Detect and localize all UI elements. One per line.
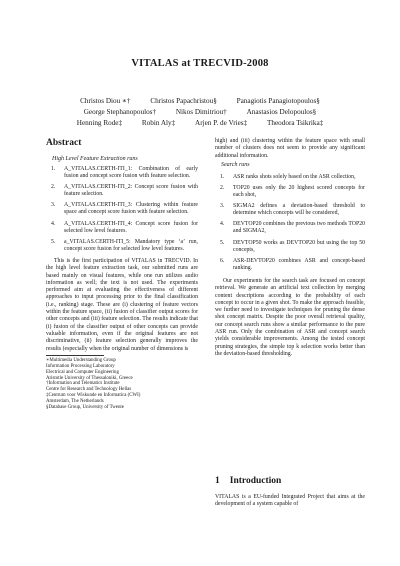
footnote-line: ‡Centrum voor Wiskunde en Informatica (CWI) — [46, 393, 141, 399]
list-number: 3. — [220, 203, 225, 210]
section-title: Introduction — [229, 476, 282, 486]
author-name: Panagiotis Panagiotopoulos§ — [236, 97, 320, 105]
footnote-rule — [46, 355, 104, 356]
author-name: Nikos Dimitriou† — [175, 108, 227, 116]
list-item — [46, 184, 198, 198]
list-text: ASR-DEVTOP20 combines ASR and concept-based ranking. — [233, 257, 365, 271]
list-number: 5. — [51, 238, 56, 245]
list-text: A_VITALAS.CERTH-ITI_1: Combination of early fusion and concept score fusion with feature selection. — [64, 166, 198, 180]
author-name: Henning Rode‡ — [76, 119, 123, 127]
list-item — [46, 202, 198, 216]
introduction-heading — [215, 476, 365, 486]
list-item — [215, 258, 365, 272]
footnote-line: †Information and Telematics Institute — [46, 381, 120, 387]
list-item — [46, 221, 198, 235]
footnotes — [46, 355, 198, 411]
list-text: A_VITALAS.CERTH-ITI_4: Concept score fusion for selected low level features. — [64, 220, 198, 234]
author-name: Anastasios Delopoulos§ — [246, 108, 317, 116]
list-item — [46, 239, 198, 253]
author-row-3 — [40, 118, 360, 129]
list-text: ASR ranks shots solely based on the ASR collection, — [233, 173, 356, 180]
author-name: Theodora Tsikrika‡ — [266, 119, 324, 127]
author-name: Christos Papachristou§ — [150, 97, 217, 105]
footnote-line: Amsterdam, The Netherlands — [46, 399, 104, 405]
list-text: TOP20 uses only the 20 highest scored concepts for each shot, — [233, 184, 365, 199]
footnote-line: Electrical and Computer Engineering — [46, 369, 119, 375]
author-name: Christos Diou ∗† — [80, 97, 131, 105]
footnote-line: §Database Group, University of Twente — [46, 405, 124, 411]
right-column — [215, 138, 365, 358]
list-number: 3. — [51, 202, 56, 209]
paper-title: VITALAS at TRECVID-2008 — [131, 58, 269, 69]
author-row-2 — [40, 107, 360, 118]
footnote-line: Centre for Research and Technology Hellas — [46, 387, 132, 393]
section-number: 1 — [215, 476, 220, 486]
list-item — [215, 174, 365, 181]
list-item — [46, 166, 198, 180]
search-runs-label: Search runs — [221, 161, 250, 168]
list-number: 4. — [51, 220, 56, 227]
list-text: A_VITALAS.CERTH-ITI_3: Clustering within feature space and concept score fusion with feature selection. — [64, 202, 198, 216]
author-row-1 — [40, 96, 360, 107]
author-name: George Stephanopoulos† — [83, 108, 157, 116]
left-column — [46, 138, 198, 411]
list-number: 4. — [220, 221, 225, 228]
introduction-section — [215, 476, 365, 509]
list-number: 2. — [51, 184, 56, 191]
hlf-runs-list — [46, 166, 198, 253]
abstract-continuation: high) and (iii) clustering within the feature space with small number of clusters does not seem to provide any significant additional information. — [215, 138, 365, 159]
list-number: 6. — [220, 257, 225, 264]
list-text: DEVTOP50 works as DEVTOP20 but using the top 50 concepts, — [233, 239, 365, 253]
list-number: 1. — [220, 173, 225, 180]
footnote-line: Information Processing Laboratory — [46, 363, 115, 369]
author-name: Robin Aly‡ — [141, 119, 176, 127]
list-item — [215, 185, 365, 199]
abstract-paragraph: This is the first participation of VITALAS in TRECVID. In the high level feature extraction task, our submitted runs are based mainly on visual features, while one run utilizes audio information as well; the text is not used. The experiments performed aim at evaluating the effectiveness of different approaches to input processing prior to the final classification (i.e., ranking) stage. These are (i) clustering of feature vectors within the feature space, (ii) fusion of classifier output scores for other concepts and (iii) feature selection. The results indicate that (i) fusion of the classifier output of other concepts can provide valuable information, even if the original features are not discriminative, (ii) feature selection generally improves the results (especially when the original number of dimensions is — [46, 257, 198, 352]
list-text: a_VITALAS.CERTH-ITI_5: Mandatory type ‘a’ run, concept score fusion for selected low level features. — [64, 238, 198, 252]
list-text: SIGMA2 defines a deviation-based threshold to determine which concepts will be considered, — [233, 203, 365, 217]
introduction-text: VITALAS is a EU-funded Integrated Project that aims at the development of a system capable of — [215, 494, 365, 508]
author-name: Arjen P. de Vries‡ — [195, 119, 248, 127]
list-item — [215, 240, 365, 254]
list-item — [215, 203, 365, 217]
list-number: 1. — [51, 166, 56, 172]
list-text: DEVTOP20 combines the previous two methods TOP20 and SIGMA2, — [233, 221, 365, 235]
footnote-line: Aristotle University of Thessaloniki, Greece — [46, 375, 133, 381]
list-number: 5. — [220, 239, 225, 246]
search-paragraph: Our experiments for the search task are focused on concept retrieval. We generate an artificial text collection by merging content descriptions according to the probability of each concept to occur in a given shot. To make the approach feasible, we further need to investigate techniques for pruning the dense shot concept matrix. Despite the poor overall retrieval quality, our concept search runs show a similar performance to the pure ASR run. Only the combination of ASR and concept search yields considerable improvements. Among the tested concept pruning strategies, the simple top k selection works better than the deviation-based thresholding. — [215, 277, 365, 357]
search-runs-list — [215, 174, 365, 272]
hlf-runs-label: High Level Feature Extraction runs — [52, 156, 138, 162]
list-item — [215, 221, 365, 235]
list-text: A_VITALAS.CERTH-ITI_2: Concept score fusion with feature selection. — [64, 184, 198, 198]
list-number: 2. — [220, 184, 225, 191]
abstract-heading: Abstract — [46, 138, 82, 148]
footnote-line: ∗Multimedia Understanding Group — [46, 357, 116, 363]
